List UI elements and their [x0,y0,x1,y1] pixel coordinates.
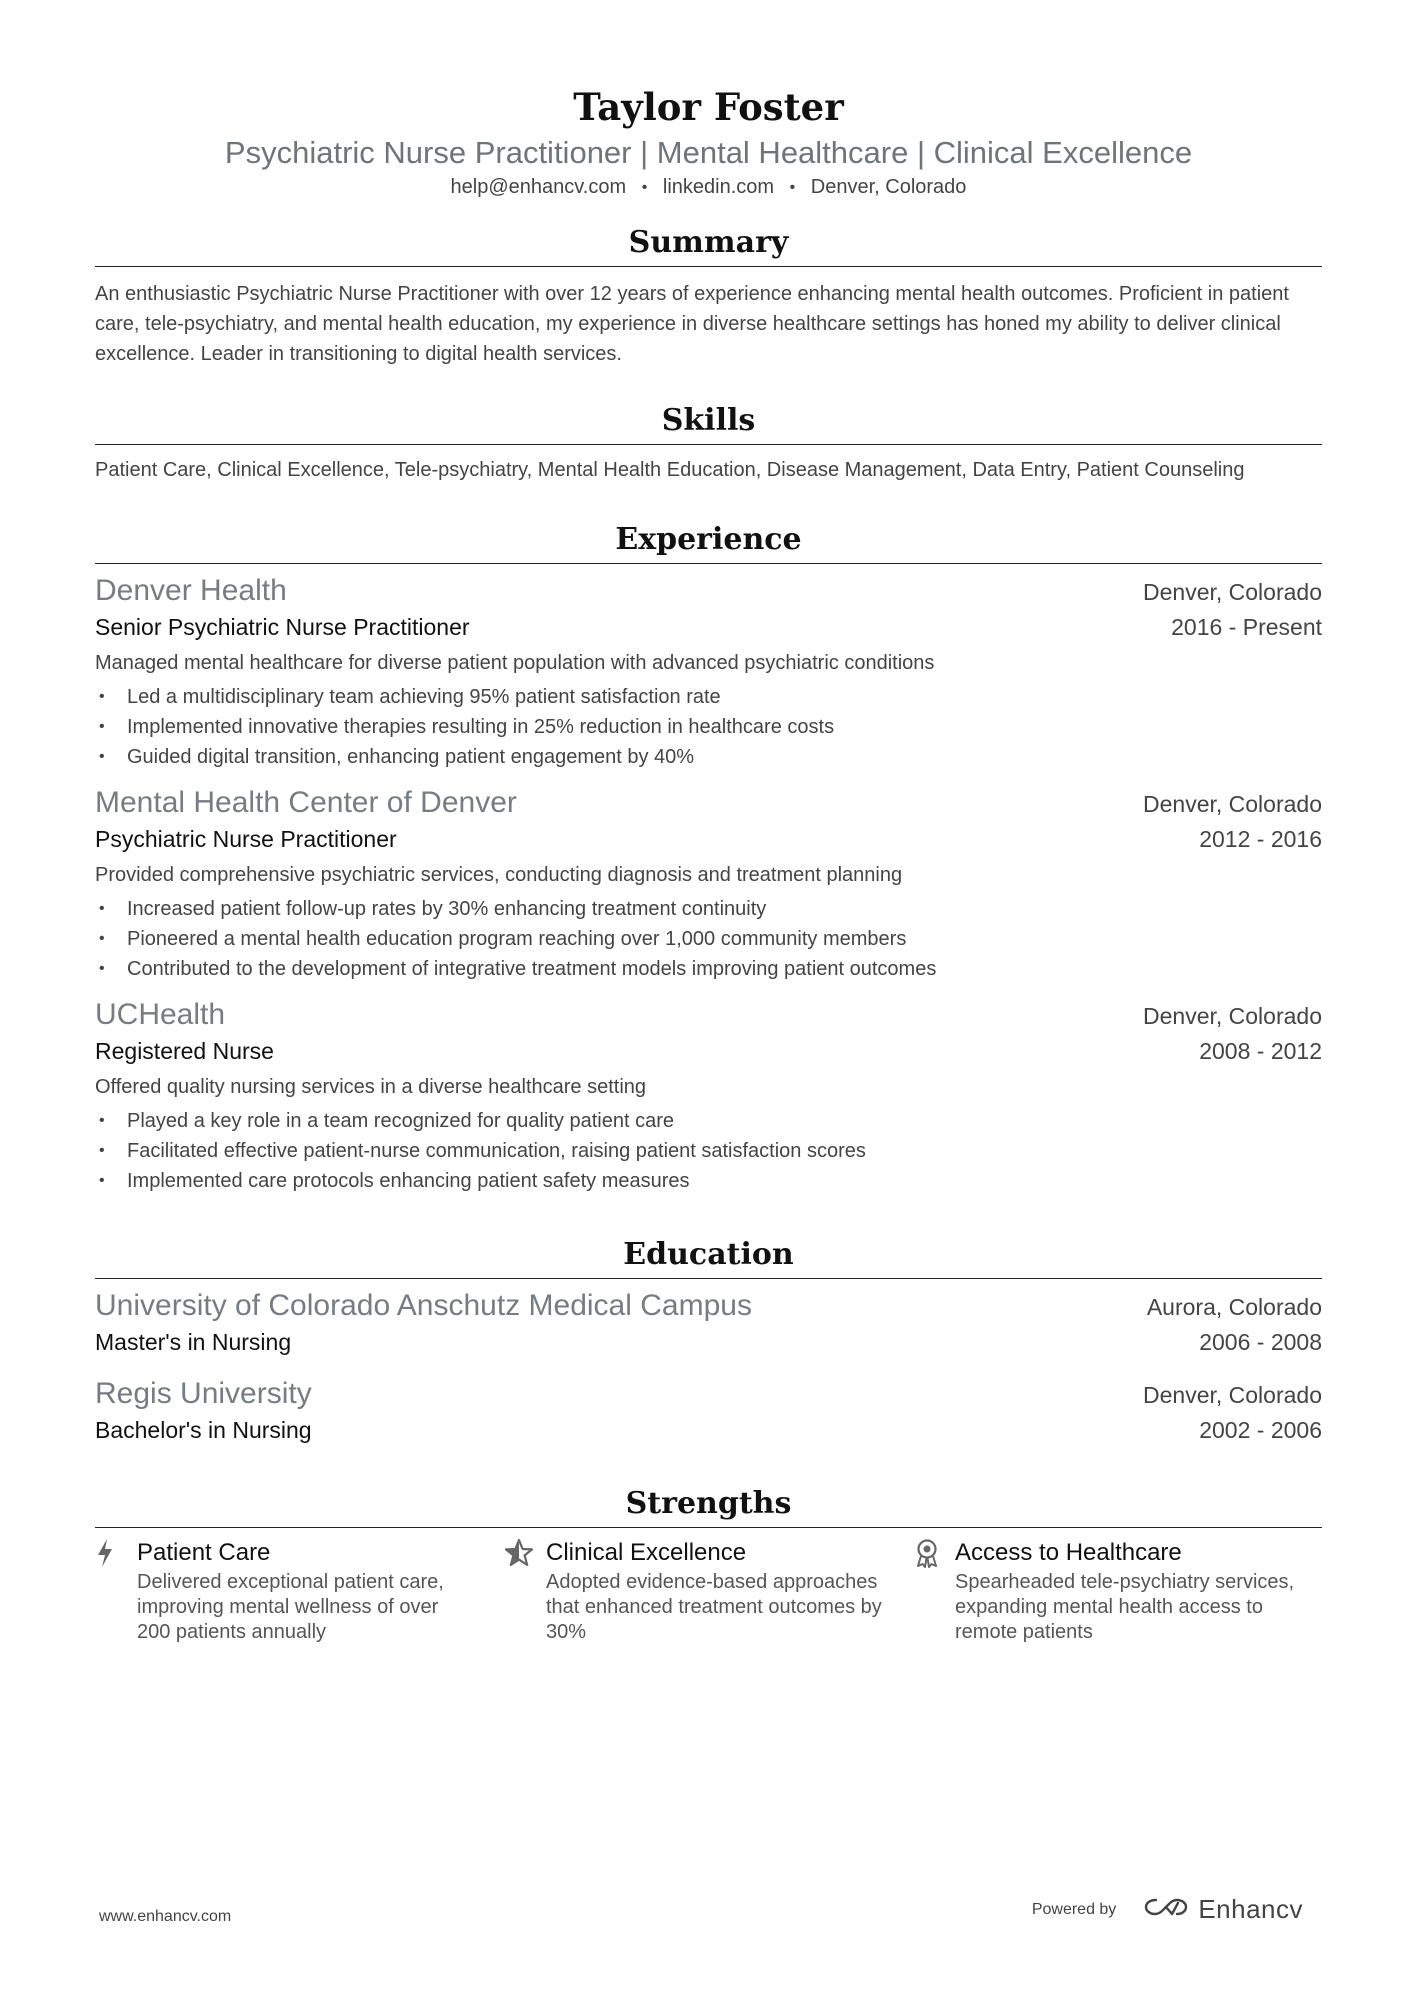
summary-heading: Summary [628,225,789,260]
footer-website-link[interactable]: www.enhancv.com [99,1908,232,1925]
job-description: Managed mental healthcare for diverse patient population with advanced psychiatric conditions [95,652,935,674]
job-location: Denver, Colorado [1143,1003,1322,1029]
email-link[interactable]: help@enhancv.com [450,176,627,198]
experience-heading: Experience [615,522,802,557]
achievement-list [95,1106,1322,1196]
job-location: Denver, Colorado [1143,579,1322,605]
achievement-item: • Played a key role in a team recognized for quality patient care [95,1106,1322,1136]
enhancv-logo-icon [1142,1895,1190,1924]
section-divider [95,563,1322,564]
experience-entry [95,572,1322,772]
achievement-item: • Guided digital transition, enhancing patient engagement by 40% [95,742,1322,772]
strength-description: Spearheaded tele-psychiatry services, expanding mental health access to remote patients [955,1571,1295,1643]
employer-name: Mental Health Center of Denver [95,786,517,819]
skills-text: Patient Care, Clinical Excellence, Tele-psychiatry, Mental Health Education, Disease Management, Data Entry, Patient Counseling [95,459,1245,481]
powered-by-label: Powered by [1031,1900,1117,1918]
skills-section [95,402,1322,483]
experience-entry [95,996,1322,1196]
experience-section [95,521,1322,1196]
separator-dot: • [641,179,648,196]
resume-header [95,0,1322,202]
strength-description: Adopted evidence-based approaches that enhanced treatment outcomes by 30% [546,1571,882,1643]
education-section [95,1236,1322,1447]
separator-dot: • [789,179,796,196]
experience-entry [95,784,1322,984]
job-location: Denver, Colorado [1143,791,1322,817]
section-divider [95,1527,1322,1528]
strengths-section [95,1485,1322,1645]
award-ribbon-icon [913,1536,955,1570]
achievement-item: • Implemented innovative therapies resulting in 25% reduction in healthcare costs [95,712,1322,742]
achievement-item: • Contributed to the development of integrative treatment models improving patient outcomes [95,954,1322,984]
job-dates: 2008 - 2012 [1199,1038,1322,1064]
strengths-heading: Strengths [625,1486,792,1521]
strength-title: Patient Care [137,1539,271,1566]
summary-section [95,224,1322,369]
education-dates: 2002 - 2006 [1199,1417,1322,1443]
education-heading: Education [623,1237,794,1272]
footer-branding [1032,1894,1303,1925]
school-location: Denver, Colorado [1143,1382,1322,1408]
location-text: Denver, Colorado [810,176,967,198]
achievement-item: • Implemented care protocols enhancing patient safety measures [95,1166,1322,1196]
lightning-bolt-icon [95,1536,137,1570]
contact-line [95,174,1322,202]
skills-heading: Skills [661,403,756,438]
strength-title: Clinical Excellence [546,1539,747,1566]
school-location: Aurora, Colorado [1146,1294,1322,1320]
strength-item [95,1536,504,1645]
strength-description: Delivered exceptional patient care, improving mental wellness of over 200 patients annually [137,1571,444,1643]
job-dates: 2012 - 2016 [1199,826,1322,852]
school-name: Regis University [95,1377,312,1410]
strengths-list [95,1536,1322,1645]
section-divider [95,266,1322,267]
employer-name: UCHealth [95,998,226,1031]
achievement-item: • Pioneered a mental health education program reaching over 1,000 community members [95,924,1322,954]
degree-name: Bachelor's in Nursing [95,1417,312,1443]
job-role: Registered Nurse [95,1038,274,1064]
achievement-item: • Facilitated effective patient-nurse communication, raising patient satisfaction scores [95,1136,1322,1166]
job-role: Senior Psychiatric Nurse Practitioner [95,614,470,640]
section-divider [95,444,1322,445]
school-name: University of Colorado Anschutz Medical Campus [95,1289,752,1322]
education-entry [95,1287,1322,1359]
summary-text: An enthusiastic Psychiatric Nurse Practitioner with over 12 years of experience enhancing mental health outcomes. Proficient in patient care, tele-psychiatry, and mental health education, my experience in diverse healthcare settings has honed my ability to deliver clinical excellence. Leader in transitioning to digital health services. [95,283,1289,365]
education-entry [95,1375,1322,1447]
employer-name: Denver Health [95,574,287,607]
strength-title: Access to Healthcare [955,1539,1182,1566]
achievement-item: • Increased patient follow-up rates by 30% enhancing treatment continuity [95,894,1322,924]
achievement-list [95,682,1322,772]
job-role: Psychiatric Nurse Practitioner [95,826,397,852]
job-dates: 2016 - Present [1171,614,1322,640]
resume-page [95,0,1322,1645]
enhancv-brand-name[interactable]: Enhancv [1198,1894,1303,1924]
strength-item [504,1536,913,1645]
education-dates: 2006 - 2008 [1199,1329,1322,1355]
linkedin-link[interactable]: linkedin.com [662,176,775,198]
job-description: Provided comprehensive psychiatric services, conducting diagnosis and treatment planning [95,864,903,886]
candidate-title: Psychiatric Nurse Practitioner | Mental Healthcare | Clinical Excellence [224,135,1193,170]
degree-name: Master's in Nursing [95,1329,292,1355]
achievement-item: • Led a multidisciplinary team achieving 95% patient satisfaction rate [95,682,1322,712]
section-divider [95,1278,1322,1279]
candidate-name: Taylor Foster [573,85,844,129]
achievement-list [95,894,1322,984]
star-icon [504,1536,546,1570]
job-description: Offered quality nursing services in a diverse healthcare setting [95,1076,647,1098]
strength-item [913,1536,1322,1645]
